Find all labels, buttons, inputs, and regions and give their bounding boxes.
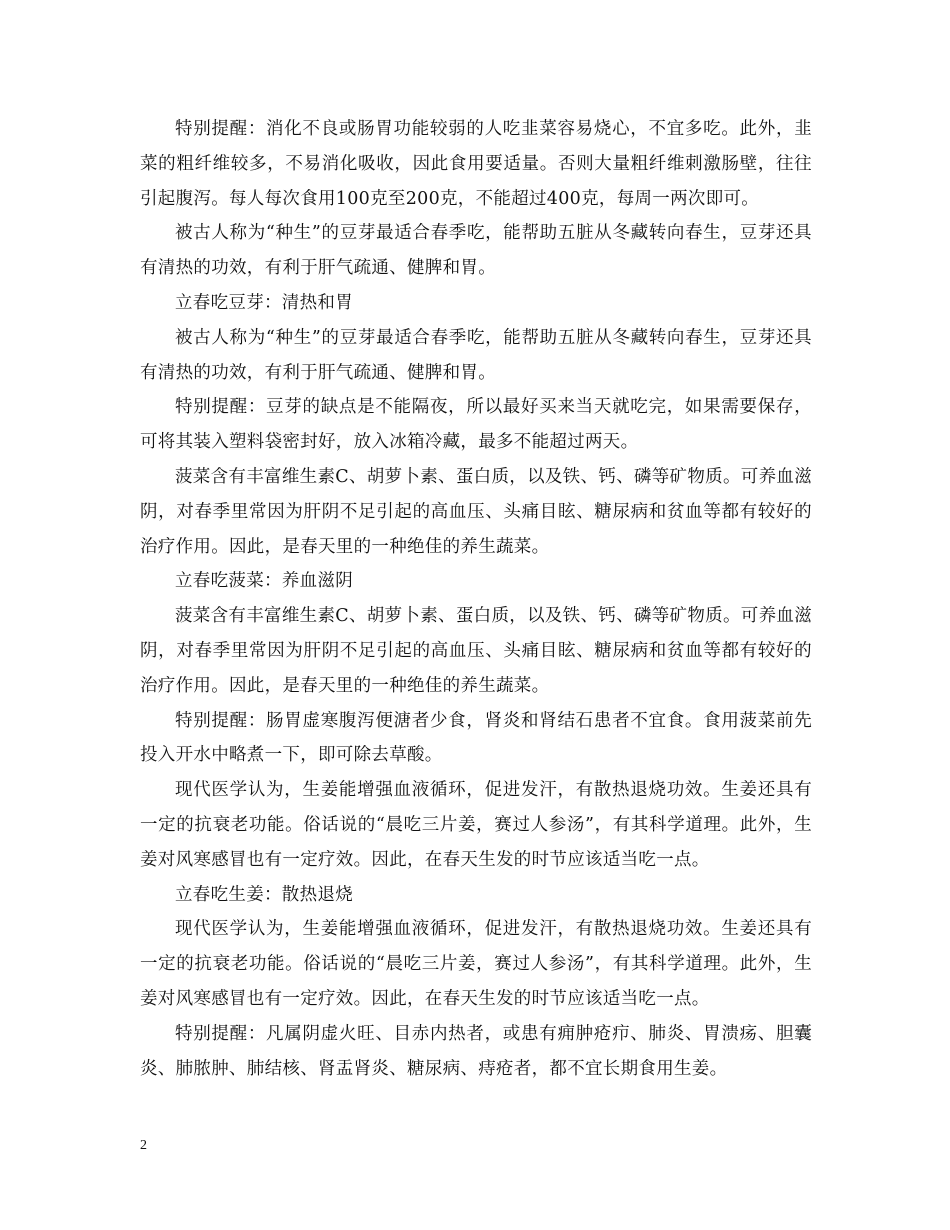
paragraph-spinach-warning: 特别提醒：肠胃虚寒腹泻便溏者少食，肾炎和肾结石患者不宜食。食用菠菜前先投入开水中略煮一下，即可除去草酸。 bbox=[140, 710, 812, 766]
paragraph-ginger-warning: 特别提醒：凡属阴虚火旺、目赤内热者，或患有痈肿疮疖、肺炎、胃溃疡、胆囊炎、肺脓肿、肺结核、肾盂肾炎、糖尿病、痔疮者，都不宜长期食用生姜。 bbox=[140, 1023, 812, 1079]
heading-spinach: 立春吃菠菜：养血滋阴 bbox=[175, 571, 353, 592]
paragraph-spinach-intro: 菠菜含有丰富维生素C、胡萝卜素、蛋白质，以及铁、钙、磷等矿物质。可养血滋阴，对春季里常因为肝阴不足引起的高血压、头痛目眩、糖尿病和贫血等都有较好的治疗作用。因此，是春天里的一种绝佳的养生蔬菜。 bbox=[140, 466, 812, 557]
heading-ginger: 立春吃生姜：散热退烧 bbox=[175, 884, 353, 905]
paragraph-leek-warning: 特别提醒：消化不良或肠胃功能较弱的人吃韭菜容易烧心，不宜多吃。此外，韭菜的粗纤维较多，不易消化吸收，因此食用要适量。否则大量粗纤维刺激肠壁，往往引起腹泻。每人每次食用100克至200克，不能超过400克，每周一两次即可。 bbox=[140, 119, 812, 209]
page-number: 2 bbox=[140, 1138, 147, 1153]
paragraph-ginger-intro: 现代医学认为，生姜能增强血液循环，促进发汗，有散热退烧功效。生姜还具有一定的抗衰老功能。俗话说的“晨吃三片姜，赛过人参汤”，有其科学道理。此外，生姜对风寒感冒也有一定疗效。因此，在春天生发的时节应该适当吃一点。 bbox=[140, 780, 812, 870]
heading-bean-sprout: 立春吃豆芽：清热和胃 bbox=[175, 292, 353, 313]
body-text bbox=[140, 112, 812, 1086]
paragraph-bean-sprout-body: 被古人称为“种生”的豆芽最适合春季吃，能帮助五脏从冬藏转向春生，豆芽还具有清热的功效，有利于肝气疏通、健脾和胃。 bbox=[140, 327, 812, 383]
paragraph-spinach-body: 菠菜含有丰富维生素C、胡萝卜素、蛋白质，以及铁、钙、磷等矿物质。可养血滋阴，对春季里常因为肝阴不足引起的高血压、头痛目眩、糖尿病和贫血等都有较好的治疗作用。因此，是春天里的一种绝佳的养生蔬菜。 bbox=[140, 606, 812, 696]
paragraph-bean-sprout-intro: 被古人称为“种生”的豆芽最适合春季吃，能帮助五脏从冬藏转向春生，豆芽还具有清热的功效，有利于肝气疏通、健脾和胃。 bbox=[140, 223, 812, 279]
paragraph-bean-sprout-warning: 特别提醒：豆芽的缺点是不能隔夜，所以最好买来当天就吃完，如果需要保存，可将其装入塑料袋密封好，放入冰箱冷藏，最多不能超过两天。 bbox=[140, 397, 812, 453]
paragraph-ginger-body: 现代医学认为，生姜能增强血液循环，促进发汗，有散热退烧功效。生姜还具有一定的抗衰老功能。俗话说的“晨吃三片姜，赛过人参汤”，有其科学道理。此外，生姜对风寒感冒也有一定疗效。因此，在春天生发的时节应该适当吃一点。 bbox=[140, 919, 812, 1009]
